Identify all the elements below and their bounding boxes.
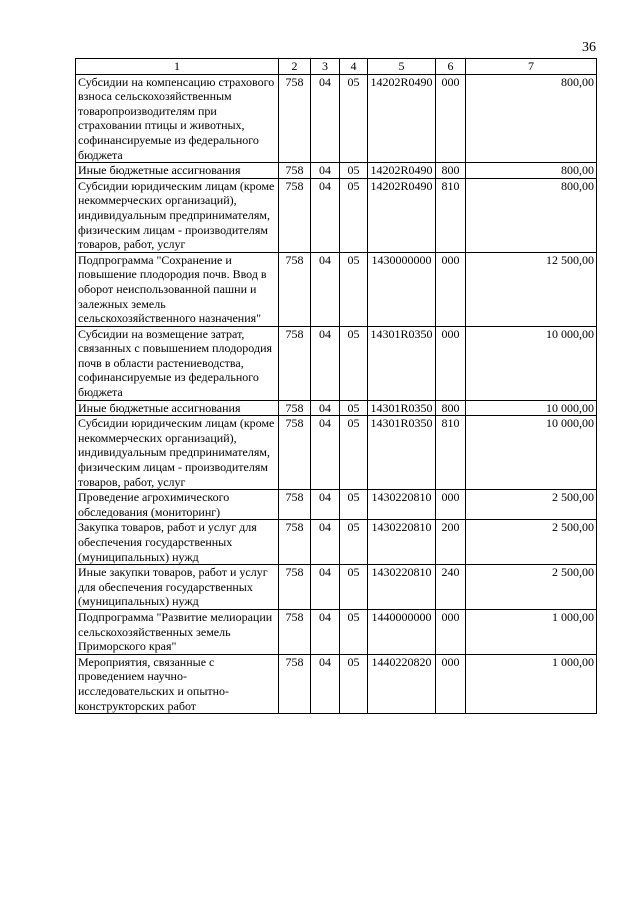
row-code-section: 04 [311,654,340,713]
table-row [76,490,597,520]
row-sum: 2 500,00 [466,490,597,520]
row-code-subsection: 05 [340,74,368,163]
page-number: 36 [582,40,596,55]
row-code-ministry: 758 [279,326,311,400]
row-name: Проведение агрохимического обследования (мониторинг) [76,490,279,520]
row-code-ministry: 758 [279,416,311,490]
row-code-type: 000 [436,326,466,400]
row-code-section: 04 [311,609,340,654]
row-sum: 10 000,00 [466,416,597,490]
header-cell: 2 [279,59,311,75]
row-name: Мероприятия, связанные с проведением научно-исследовательских и опытно-конструкторских работ [76,654,279,713]
row-code-target: 1440220820 [368,654,436,713]
row-name: Субсидии на возмещение затрат, связанных с повышением плодородия почв в области растениеводства, софинансируемые из федерального бюджета [76,326,279,400]
table-row [76,520,597,565]
row-code-ministry: 758 [279,565,311,610]
row-code-target: 14301R0350 [368,416,436,490]
row-name: Иные бюджетные ассигнования [76,163,279,179]
table-row [76,326,597,400]
table-row [76,565,597,610]
row-code-type: 800 [436,400,466,416]
row-name: Подпрограмма "Развитие мелиорации сельскохозяйственных земель Приморского края" [76,609,279,654]
header-cell: 3 [311,59,340,75]
row-code-section: 04 [311,326,340,400]
row-code-ministry: 758 [279,654,311,713]
row-code-subsection: 05 [340,252,368,326]
row-name: Субсидии юридическим лицам (кроме некоммерческих организаций), индивидуальным предпринимателям, физическим лицам - производителям товаров, работ, услуг [76,178,279,252]
row-code-subsection: 05 [340,609,368,654]
row-sum: 800,00 [466,163,597,179]
row-sum: 2 500,00 [466,565,597,610]
header-cell: 6 [436,59,466,75]
row-code-section: 04 [311,252,340,326]
row-code-section: 04 [311,416,340,490]
table-row [76,416,597,490]
row-sum: 10 000,00 [466,400,597,416]
row-code-ministry: 758 [279,252,311,326]
row-code-subsection: 05 [340,565,368,610]
table-row [76,400,597,416]
table-row [76,252,597,326]
header-cell: 5 [368,59,436,75]
table-row [76,609,597,654]
row-code-subsection: 05 [340,326,368,400]
row-code-target: 14202R0490 [368,163,436,179]
row-code-section: 04 [311,74,340,163]
row-code-target: 1430220810 [368,490,436,520]
row-code-type: 000 [436,609,466,654]
row-code-ministry: 758 [279,400,311,416]
row-code-section: 04 [311,490,340,520]
row-code-subsection: 05 [340,520,368,565]
row-code-type: 000 [436,654,466,713]
row-code-subsection: 05 [340,163,368,179]
table-row [76,74,597,163]
header-cell: 7 [466,59,597,75]
row-code-ministry: 758 [279,178,311,252]
row-code-type: 000 [436,74,466,163]
row-code-section: 04 [311,565,340,610]
row-code-ministry: 758 [279,490,311,520]
budget-table [75,58,597,714]
table-row [76,163,597,179]
row-sum: 1 000,00 [466,609,597,654]
row-code-target: 14202R0490 [368,74,436,163]
row-name: Субсидии на компенсацию страхового взноса сельскохозяйственным товаропроизводителям при страховании птицы и животных, софинансируемые из федерального бюджета [76,74,279,163]
header-cell: 4 [340,59,368,75]
row-code-target: 1430000000 [368,252,436,326]
row-sum: 10 000,00 [466,326,597,400]
row-code-section: 04 [311,163,340,179]
row-name: Иные бюджетные ассигнования [76,400,279,416]
table-row [76,654,597,713]
row-code-type: 200 [436,520,466,565]
header-cell: 1 [76,59,279,75]
row-sum: 800,00 [466,74,597,163]
row-code-type: 000 [436,490,466,520]
row-code-type: 000 [436,252,466,326]
row-code-section: 04 [311,520,340,565]
row-code-section: 04 [311,178,340,252]
row-code-target: 14301R0350 [368,400,436,416]
row-code-ministry: 758 [279,609,311,654]
row-sum: 800,00 [466,178,597,252]
row-code-section: 04 [311,400,340,416]
row-code-target: 14202R0490 [368,178,436,252]
row-code-type: 800 [436,163,466,179]
row-code-subsection: 05 [340,178,368,252]
row-code-ministry: 758 [279,74,311,163]
row-sum: 1 000,00 [466,654,597,713]
row-code-type: 810 [436,416,466,490]
row-code-subsection: 05 [340,400,368,416]
row-sum: 2 500,00 [466,520,597,565]
row-code-ministry: 758 [279,520,311,565]
row-name: Закупка товаров, работ и услуг для обеспечения государственных (муниципальных) нужд [76,520,279,565]
row-code-subsection: 05 [340,416,368,490]
row-code-target: 1430220810 [368,520,436,565]
row-code-ministry: 758 [279,163,311,179]
row-sum: 12 500,00 [466,252,597,326]
header-row [76,59,597,75]
row-name: Субсидии юридическим лицам (кроме некоммерческих организаций), индивидуальным предпринимателям, физическим лицам - производителям товаров, работ, услуг [76,416,279,490]
table-row [76,178,597,252]
row-name: Иные закупки товаров, работ и услуг для обеспечения государственных (муниципальных) нужд [76,565,279,610]
row-code-subsection: 05 [340,490,368,520]
row-code-subsection: 05 [340,654,368,713]
row-code-target: 1430220810 [368,565,436,610]
row-code-target: 1440000000 [368,609,436,654]
row-name: Подпрограмма "Сохранение и повышение плодородия почв. Ввод в оборот неиспользованной пашни и залежных земель сельскохозяйственного назначения" [76,252,279,326]
row-code-type: 240 [436,565,466,610]
row-code-target: 14301R0350 [368,326,436,400]
row-code-type: 810 [436,178,466,252]
